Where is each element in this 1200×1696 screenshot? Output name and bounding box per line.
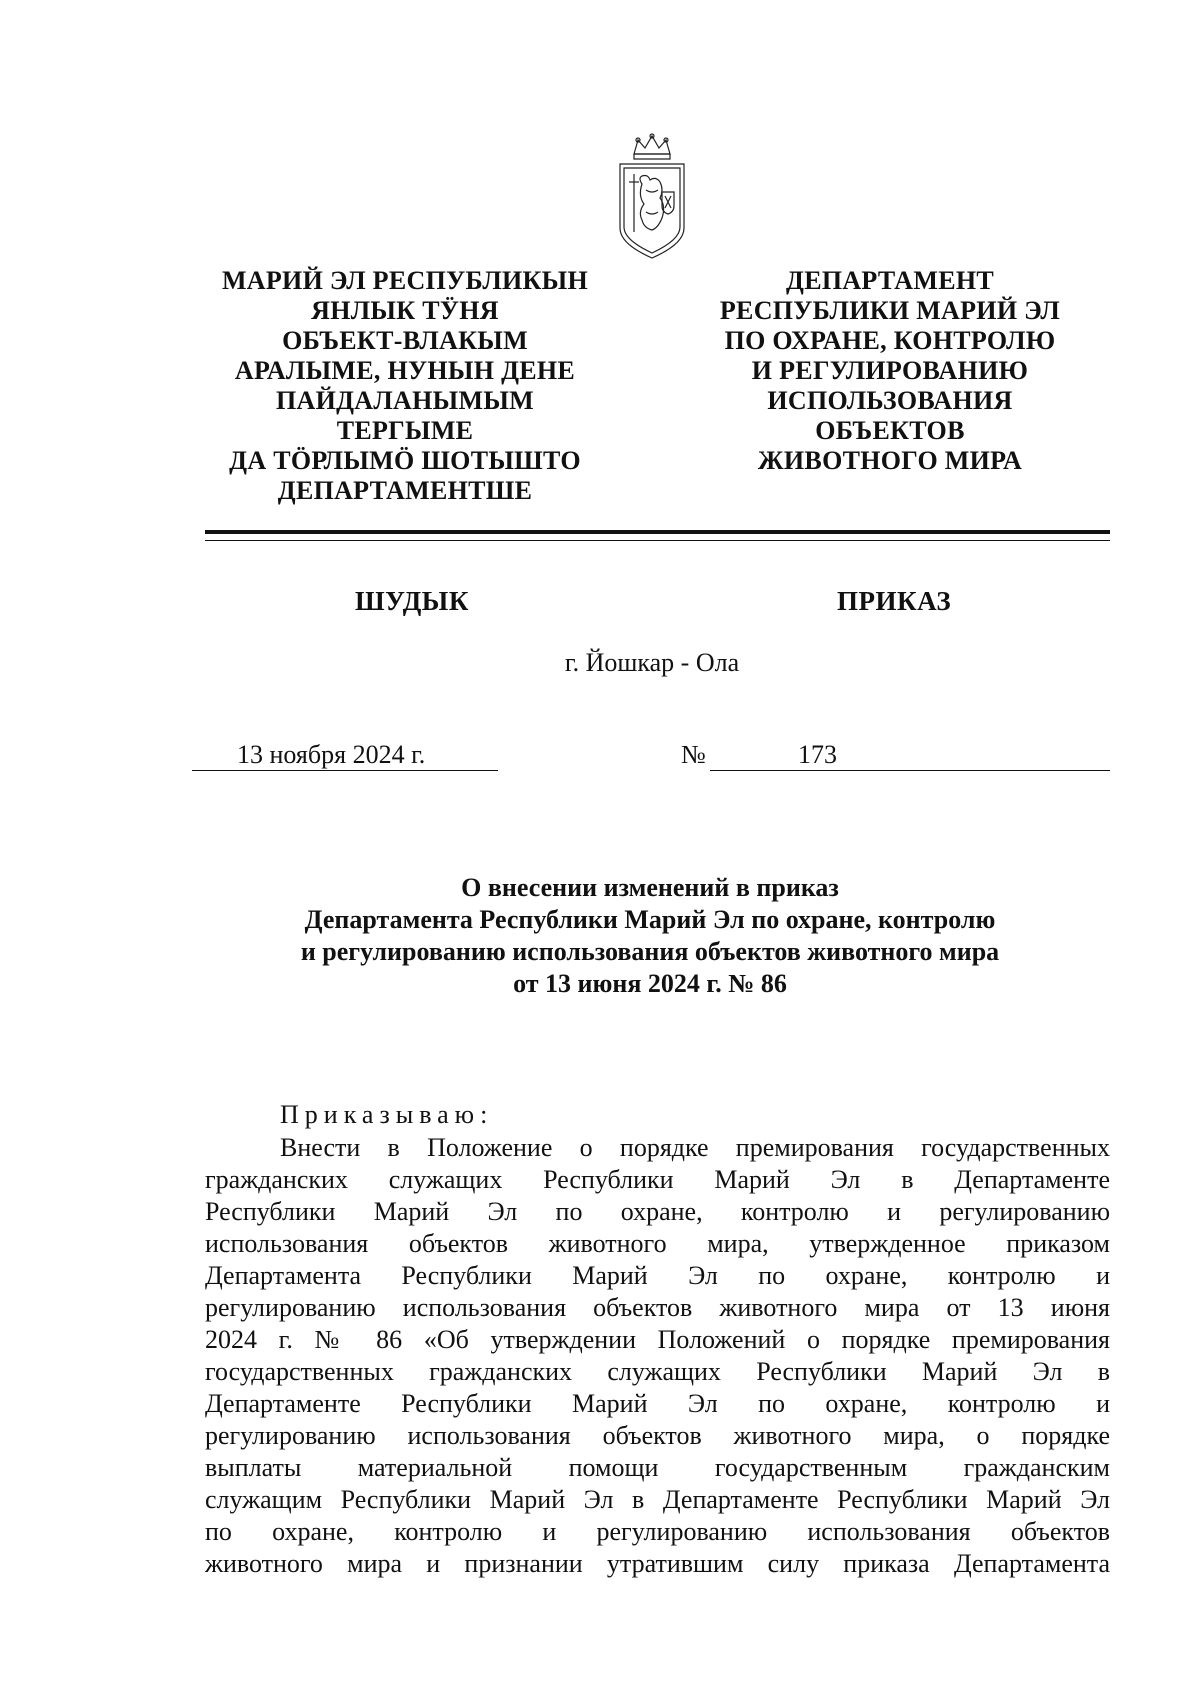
header-right-line: ПО ОХРАНЕ, КОНТРОЛЮ [724, 326, 1056, 355]
number-field [710, 740, 1110, 771]
body-line: Республики Марий Эл по охране, контролю и регулированию [205, 1197, 1110, 1226]
coat-of-arms-emblem [612, 132, 692, 262]
header-left-line: ОБЪЕКТ-ВЛАКЫМ [282, 326, 528, 355]
header-divider-thick [205, 530, 1110, 534]
header-right-line: ИСПОЛЬЗОВАНИЯ [767, 386, 1013, 415]
date-value: 13 ноября 2024 г. [237, 740, 426, 769]
body-line: регулированию использования объектов животного мира от 13 июня [205, 1293, 1110, 1322]
document-kind-russian: ПРИКАЗ [837, 586, 952, 616]
title-line: и регулированию использования объектов животного мира [300, 937, 1000, 966]
document-kind-mari: ШУДЫК [355, 586, 469, 616]
body-line: по охране, контролю и регулированию использования объектов [205, 1517, 1110, 1546]
header-left-line: ЯНЛЫК ТӰНЯ [311, 296, 499, 325]
body-line: служащим Республики Марий Эл в Департаменте Республики Марий Эл [205, 1485, 1110, 1514]
body-line: гражданских служащих Республики Марий Эл в Департаменте [205, 1165, 1110, 1194]
header-divider-thin [205, 540, 1110, 541]
header-right-line: РЕСПУБЛИКИ МАРИЙ ЭЛ [719, 296, 1061, 325]
city-name: г. Йошкар - Ола [564, 648, 740, 677]
title-line: О внесении изменений в приказ [461, 873, 839, 902]
date-field [192, 740, 498, 771]
body-line: 2024 г. № 86 «Об утверждении Положений о порядке премирования [205, 1325, 1110, 1354]
header-left-line: АРАЛЫМЕ, НУНЫН ДЕНЕ [234, 356, 576, 385]
header-left-line: ДЕПАРТАМЕНТШЕ [277, 476, 533, 505]
body-line: регулированию использования объектов животного мира, о порядке [205, 1421, 1110, 1450]
header-right-russian [690, 266, 1090, 476]
header-left-line: МАРИЙ ЭЛ РЕСПУБЛИКЫН [221, 266, 589, 295]
body-line: выплаты материальной помощи государственным гражданским [205, 1453, 1110, 1482]
header-left-mari [190, 266, 620, 506]
city-line [0, 648, 1200, 678]
header-right-line: ДЕПАРТАМЕНТ [786, 266, 994, 295]
header-left-line: ДА ТӦРЛЫМӦ ШОТЫШТО [229, 446, 581, 475]
body-line: государственных гражданских служащих Республики Марий Эл в [205, 1357, 1110, 1386]
number-sign: № [681, 740, 706, 769]
body-text [205, 1132, 1110, 1580]
title-line: от 13 июня 2024 г. № 86 [513, 969, 787, 998]
body-line: Внести в Положение о порядке премирования государственных [280, 1133, 1110, 1162]
document-title [190, 872, 1110, 1000]
header-right-line: И РЕГУЛИРОВАНИЮ [751, 356, 1029, 385]
header-left-line: ПАЙДАЛАНЫМЫМ [275, 386, 534, 415]
body-line: животного мира и признании утратившим силу приказа Департамента [205, 1549, 1110, 1578]
order-word: Приказываю: [280, 1100, 494, 1129]
header-right-line: ОБЪЕКТОВ [815, 416, 965, 445]
number-value: 173 [798, 740, 837, 769]
body-line: Департаменте Республики Марий Эл по охране, контролю и [205, 1389, 1110, 1418]
header-right-line: ЖИВОТНОГО МИРА [757, 446, 1023, 475]
header-left-line: ТЕРГЫМЕ [336, 416, 474, 445]
title-line: Департамента Республики Марий Эл по охране, контролю [304, 905, 996, 934]
body-line: Департамента Республики Марий Эл по охране, контролю и [205, 1261, 1110, 1290]
body-line: использования объектов животного мира, утвержденное приказом [205, 1229, 1110, 1258]
